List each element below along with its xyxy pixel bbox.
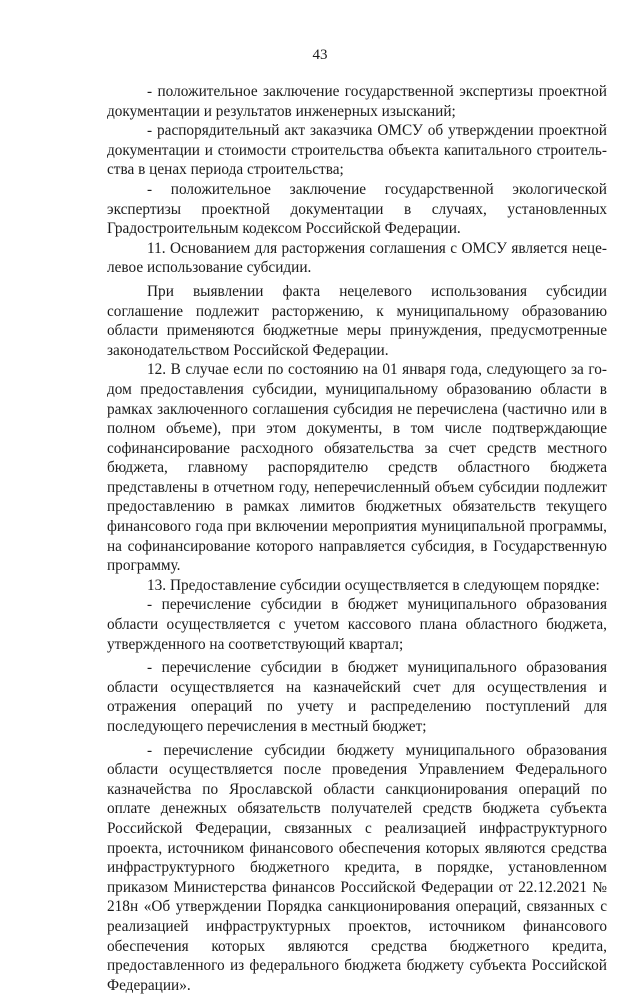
paragraph-expertise-conclusion: - положительное заключение государственной экспертизы проектной документации и результатов инженерных изысканий; <box>107 83 607 120</box>
paragraph-customer-act: - распорядительный акт заказчика ОМСУ об утверждении проектной документации и стоимости строительства объекта капитального строительства в ценах периода строительства; <box>107 122 607 179</box>
page-number: 43 <box>312 47 328 63</box>
paragraph-transfer-treasury-account: - перечисление субсидии в бюджет муниципального образования области осуществляется на казначейский счет для осуществления и отражения операций по учету и распределению поступлений для последующего перечисления в местный бюджет; <box>107 659 607 735</box>
paragraph-transfer-cash-plan: - перечисление субсидии в бюджет муниципального образования области осуществляется с учетом кассового плана областного бюджета, утвержденного на соответствующий квартал; <box>107 596 607 653</box>
paragraph-clause-12: 12. В случае если по состоянию на 01 января года, следующего за годом предоставления субсидии, муниципальному образованию области в рамках заключенного соглашения субсидия не перечислена (частично или в полном объеме), при этом документы, в том числе подтверждающие софинансирование расходного обязательства за счет средств местного бюджета, главному распорядителю средств областного бюджета представлены в отчетном году, неперечисленный объем субсидии подлежит предоставлению в рамках лимитов бюджетных обязательств текущего финансового года при включении мероприятия муниципальной программы, на софинансирование которого направляется субсидия, в Государственную программу. <box>107 361 607 575</box>
paragraph-ecological-expertise: - положительное заключение государственной экологической экспертизы проектной документации в случаях, установленных Градостроительным кодексом Российской Федерации. <box>107 180 607 238</box>
paragraph-misuse-detection: При выявлении факта нецелевого использования субсидии соглашение подлежит расторжению, к муниципальному образованию области применяются бюджетные меры принуждения, предусмотренные законодательством Российской Федерации. <box>107 282 607 359</box>
paragraph-clause-11: 11. Основанием для расторжения соглашения с ОМСУ является нецелевое использование субсидии. <box>107 239 607 277</box>
document-body <box>107 82 607 995</box>
paragraph-clause-13: 13. Предоставление субсидии осуществляется в следующем порядке: <box>147 576 600 594</box>
paragraph-transfer-after-sanction: - перечисление субсидии бюджету муниципального образования области осуществляется после проведения Управлением Федерального казначейства по Ярославской области санкционирования операций по оплате денежных обязательств получателей средств бюджета субъекта Российской Федерации, связанных с реализацией инфраструктурного проекта, источником финансового обеспечения которых являются средства инфраструктурного бюджетного кредита, в порядке, установленном приказом Министерства финансов Российской Федерации от 22.12.2021 № 218н «Об утверждении Порядка санкционирования операций, связанных с реализацией инфраструктурных проектов, источником финансового обеспечения которых являются средства бюджетного кредита, предоставленного из федерального бюджета бюджету субъекта Российской Федерации». <box>107 741 607 994</box>
